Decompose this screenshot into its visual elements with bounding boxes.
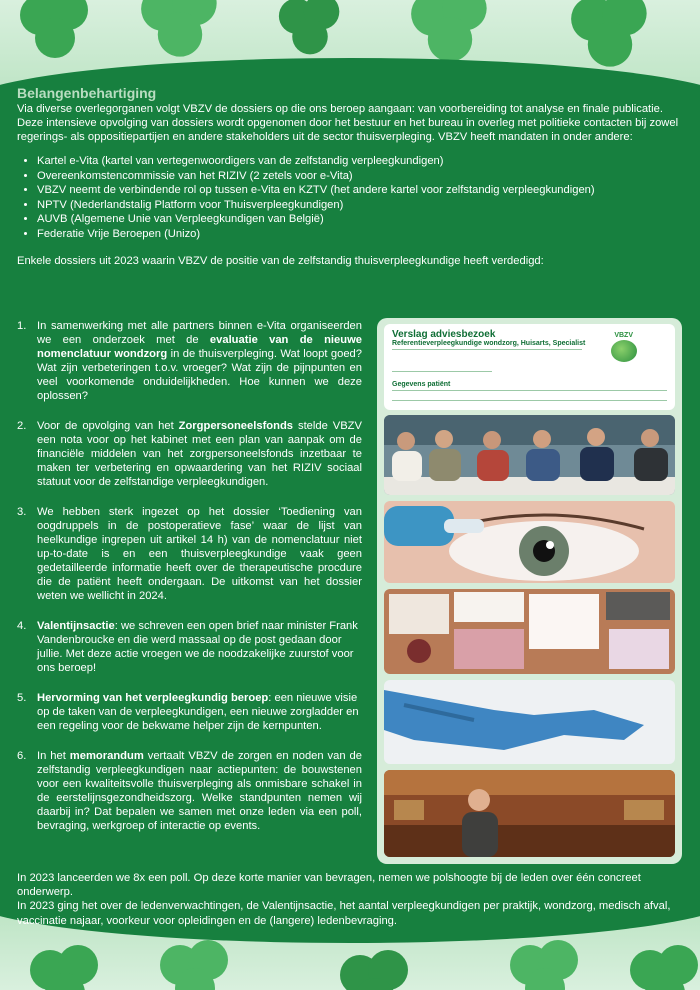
list-item: • Kartel e-Vita (kartel van vertegenwoordigers van de zelfstandig verpleegkundigen)	[37, 154, 685, 169]
item-highlight: Zorgpersoneelsfonds	[178, 420, 294, 432]
list-item: • Overeenkomstencommissie van het RIZIV (2 zetels voor e-Vita)	[37, 169, 685, 184]
clover-icon	[20, 935, 110, 990]
clover-icon	[130, 0, 230, 70]
eye-drops-photo	[384, 501, 675, 583]
list-item: • VBZV neemt de verbindende rol op tussen e-Vita en KZTV (het andere kartel voor zelfstandig verpleegkundigen)	[37, 183, 685, 198]
form-divider	[392, 400, 667, 401]
intro-section	[17, 86, 685, 268]
list-item	[17, 619, 362, 675]
item-number: 6.	[17, 750, 27, 762]
list-item	[17, 419, 362, 489]
item-text: : we schreven een open brief naar minister Frank Vandenbroucke en die werd massaal op de post gedaan door jullie. Met deze actie vroegen we de noodzakelijke zuurstof voor ons beroep!	[37, 620, 358, 674]
item-text: We hebben sterk ingezet op het dossier ‘Toediening van oogdruppels in de postoperatieve fase’ waar de lijst van heelkundige ingrepen uit artikel 14 h) van de nomenclatuur niet up-to-date is en een thuisverpleegkundige vaak geen gedetailleerde informatie heeft over de therapeutische procdure die de patiënt heeft ondergaan. De uitkomst van het dossier weten we wellicht in 2024.	[37, 506, 362, 602]
meeting-photo	[384, 415, 675, 495]
mandates-list	[17, 154, 685, 242]
parliament-photo	[384, 770, 675, 857]
item-text: In samenwerking met alle partners binnen e-Vita organiseerden we een onderzoek met de	[37, 320, 362, 346]
list-item	[17, 319, 362, 403]
list-item	[17, 691, 362, 733]
form-divider	[392, 349, 582, 350]
photo-panel	[377, 318, 682, 864]
item-text: : een nieuwe visie op de taken van de verpleegkundigen, een nieuwe zorgladder en een regeling voor de bekwame helper zijn de kernpunten.	[37, 692, 359, 732]
item-number: 4.	[17, 620, 27, 632]
form-divider	[392, 390, 667, 391]
list-item: • AUVB (Algemene Unie van Verpleegkundigen van België)	[37, 212, 685, 227]
form-title: Verslag adviesbezoek	[392, 329, 496, 340]
closing-paragraph: In 2023 lanceerden we 8x een poll. Op deze korte manier van bevragen, nemen we polshoogte bij de leden over één concreet onderwerp.	[17, 872, 641, 899]
item-number: 1.	[17, 320, 27, 332]
item-text: stelde VBZV een nota voor op het kabinet met een plan van aanpak om de financiële middelen van het zorgpersoneelsfonds inzetbaar te maken ter verbetering en opwaardering van het RIZIV sociaal statuut voor de zelfstandige verpleegkundigen.	[37, 420, 362, 488]
list-item: • Federatie Vrije Beroepen (Unizo)	[37, 227, 685, 242]
clover-icon	[330, 940, 420, 990]
closing-paragraph: In 2023 ging het over de ledenverwachtingen, de Valentijnsactie, het aantal verpleegkundigen per praktijk, wondzorg, medisch afval, vaccinatie najaar, voorkeur voor opleidingen en de (langere) ledenbevraging.	[17, 900, 671, 927]
intro-paragraph: Via diverse overlegorganen volgt VBZV de dossiers op die ons beroep aangaan: van voorbereiding tot analyse en finale publicatie. Deze intensieve opvolging van dossiers wordt opgenomen door het bestuur en het bureau in overleg met politieke contacten bij zowel regerings- als oppositiepartijen en andere stakeholders uit de sector thuisverpleging. VBZV heeft mandaten in onder andere:	[17, 103, 679, 143]
clover-icon	[270, 0, 350, 65]
item-text: vertaalt VBZV de zorgen en noden van de zelfstandig verpleegkundigen naar actiepunten: de bouwstenen voor een kwaliteitsvolle thuisverpleging als onmisbare schakel in de eerstelijnsgezondheidszorg. Welke standpunten nemen wij daarbij in? Dat bepalen we samen met onze leden via een poll, bevraging, werkgroep of interactie op events.	[37, 750, 362, 832]
list-item: • NPTV (Nederlandstalig Platform voor Thuisverpleegkundigen)	[37, 198, 685, 213]
item-text: in de thuisverpleging. Wat loopt goed? Wat zijn verbeteringen t.o.v. vroeger? Wat zijn de pijnpunten en veel voorkomende onduidelijkheden. Hoe kunnen we deze oplossen?	[37, 348, 362, 402]
list-item	[17, 505, 362, 603]
gloves-photo	[384, 680, 675, 764]
form-divider	[392, 371, 492, 372]
report-form-image	[384, 324, 675, 410]
form-section: Gegevens patiënt	[392, 381, 451, 388]
section-heading: Belangenbehartiging	[17, 85, 157, 101]
clover-icon	[10, 0, 100, 70]
item-text: In het	[37, 750, 70, 762]
item-number: 3.	[17, 506, 27, 518]
list-item	[17, 749, 362, 833]
clover-icon	[500, 930, 590, 990]
item-number: 2.	[17, 420, 27, 432]
dossiers-list	[17, 319, 362, 833]
vbzv-logo-icon	[611, 340, 637, 362]
closing-section	[17, 871, 685, 928]
item-text: Voor de opvolging van het	[37, 420, 179, 432]
item-highlight: memorandum	[69, 750, 144, 762]
form-logo: VBZV	[614, 332, 633, 339]
top-decoration	[0, 0, 700, 90]
clover-icon	[620, 935, 700, 990]
item-highlight: Hervorming van het verpleegkundig beroep	[37, 692, 269, 704]
item-number: 5.	[17, 692, 27, 704]
dossiers-intro: Enkele dossiers uit 2023 waarin VBZV de positie van de zelfstandig thuisverpleegkundige heeft verdedigd:	[17, 254, 544, 267]
item-highlight: Valentijnsactie	[37, 620, 115, 632]
form-subtitle: Referentieverpleegkundige wondzorg, Huisarts, Specialist	[392, 340, 586, 347]
item-highlight: evaluatie van de nieuwe nomenclatuur wondzorg	[37, 334, 362, 360]
clover-icon	[150, 930, 240, 990]
valentine-letters-photo	[384, 589, 675, 674]
